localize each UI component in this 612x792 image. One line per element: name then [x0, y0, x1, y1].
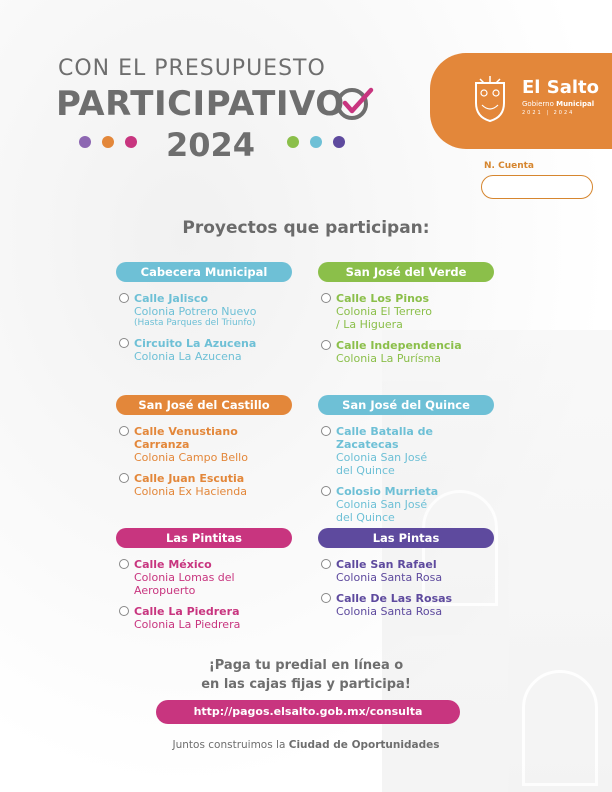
project-colonia: Colonia San José [336, 451, 428, 464]
section-heading: San José del Quince [318, 395, 494, 415]
radio-circle-icon[interactable] [119, 426, 129, 436]
projects-title: Proyectos que participan: [182, 218, 430, 238]
radio-circle-icon[interactable] [321, 293, 331, 303]
project-item[interactable] [318, 425, 494, 477]
project-colonia: Colonia Ex Hacienda [134, 485, 247, 498]
coat-of-arms-icon [470, 75, 510, 123]
header-line-2: PARTICIPATIVO [56, 84, 345, 124]
project-section [116, 528, 292, 639]
radio-circle-icon[interactable] [119, 293, 129, 303]
municipal-logo-badge [430, 53, 612, 149]
project-street: Calle Independencia [336, 339, 462, 352]
radio-circle-icon[interactable] [321, 486, 331, 496]
project-street: Colosio Murrieta [336, 485, 439, 498]
project-street: Calle Juan Escutia [134, 472, 245, 485]
section-heading: Cabecera Municipal [116, 262, 292, 282]
project-colonia: Colonia El Terrero [336, 305, 432, 318]
checkmark-icon [334, 84, 374, 124]
radio-circle-icon[interactable] [119, 606, 129, 616]
project-item[interactable] [116, 605, 292, 631]
project-street: Calle Jalisco [134, 292, 209, 305]
payment-url-link[interactable]: http://pagos.elsalto.gob.mx/consulta [156, 700, 460, 724]
project-item[interactable] [318, 592, 494, 618]
project-item[interactable] [116, 472, 292, 498]
project-section [318, 528, 494, 626]
project-item[interactable] [318, 292, 494, 331]
decorative-dot [310, 136, 322, 148]
payment-line-1: ¡Paga tu predial en línea o [208, 658, 404, 673]
project-colonia: / La Higuera [336, 318, 403, 331]
project-colonia: Colonia La Azucena [134, 350, 242, 363]
radio-circle-icon[interactable] [321, 593, 331, 603]
project-street: Zacatecas [336, 438, 399, 451]
decorative-dot [125, 136, 137, 148]
project-item[interactable] [116, 292, 292, 329]
header-line-1: CON EL PRESUPUESTO [58, 56, 326, 81]
project-colonia: del Quince [336, 464, 395, 477]
project-street: Calle San Rafael [336, 558, 437, 571]
account-number-label: N. Cuenta [484, 161, 534, 171]
project-colonia: Colonia Lomas del [134, 571, 235, 584]
project-colonia: Colonia La Piedrera [134, 618, 241, 631]
project-street: Calle La Piedrera [134, 605, 240, 618]
project-item[interactable] [318, 339, 494, 365]
radio-circle-icon[interactable] [119, 473, 129, 483]
project-street: Calle De Las Rosas [336, 592, 453, 605]
decorative-dot [287, 136, 299, 148]
section-heading: Las Pintas [318, 528, 494, 548]
project-colonia: Colonia Campo Bello [134, 451, 248, 464]
decorative-dot [333, 136, 345, 148]
footer-slogan: Juntos construimos la Ciudad de Oportunidades [172, 739, 440, 751]
radio-circle-icon[interactable] [321, 426, 331, 436]
project-colonia: del Quince [336, 511, 395, 524]
project-colonia: Aeropuerto [134, 584, 196, 597]
header-year: 2024 [166, 126, 256, 164]
project-colonia: Colonia Santa Rosa [336, 571, 443, 584]
project-street: Calle Batalla de [336, 425, 433, 438]
project-colonia: Colonia Potrero Nuevo [134, 305, 257, 318]
project-section [318, 395, 494, 532]
account-number-input[interactable] [481, 175, 593, 199]
radio-circle-icon[interactable] [119, 559, 129, 569]
project-street: Circuito La Azucena [134, 337, 257, 350]
project-note: (Hasta Parques del Triunfo) [134, 318, 256, 328]
project-street: Calle Venustiano [134, 425, 238, 438]
project-section [116, 395, 292, 506]
section-heading: Las Pintitas [116, 528, 292, 548]
section-heading: San José del Castillo [116, 395, 292, 415]
project-street: Calle Los Pinos [336, 292, 430, 305]
project-section [116, 262, 292, 371]
project-colonia: Colonia San José [336, 498, 428, 511]
payment-line-2: en las cajas fijas y participa! [201, 677, 411, 692]
logo-years: 2021 | 2024 [522, 110, 575, 116]
project-item[interactable] [116, 337, 292, 363]
project-item[interactable] [116, 558, 292, 597]
project-section [318, 262, 494, 373]
project-colonia: Colonia La Purísma [336, 352, 442, 365]
project-street: Carranza [134, 438, 190, 451]
section-heading: San José del Verde [318, 262, 494, 282]
project-item[interactable] [116, 425, 292, 464]
radio-circle-icon[interactable] [321, 559, 331, 569]
logo-subtitle: Gobierno Municipal [522, 100, 595, 108]
logo-name: El Salto [522, 77, 599, 98]
radio-circle-icon[interactable] [119, 338, 129, 348]
radio-circle-icon[interactable] [321, 340, 331, 350]
project-street: Calle México [134, 558, 212, 571]
decorative-dot [102, 136, 114, 148]
project-item[interactable] [318, 558, 494, 584]
project-colonia: Colonia Santa Rosa [336, 605, 443, 618]
decorative-dot [79, 136, 91, 148]
project-item[interactable] [318, 485, 494, 524]
